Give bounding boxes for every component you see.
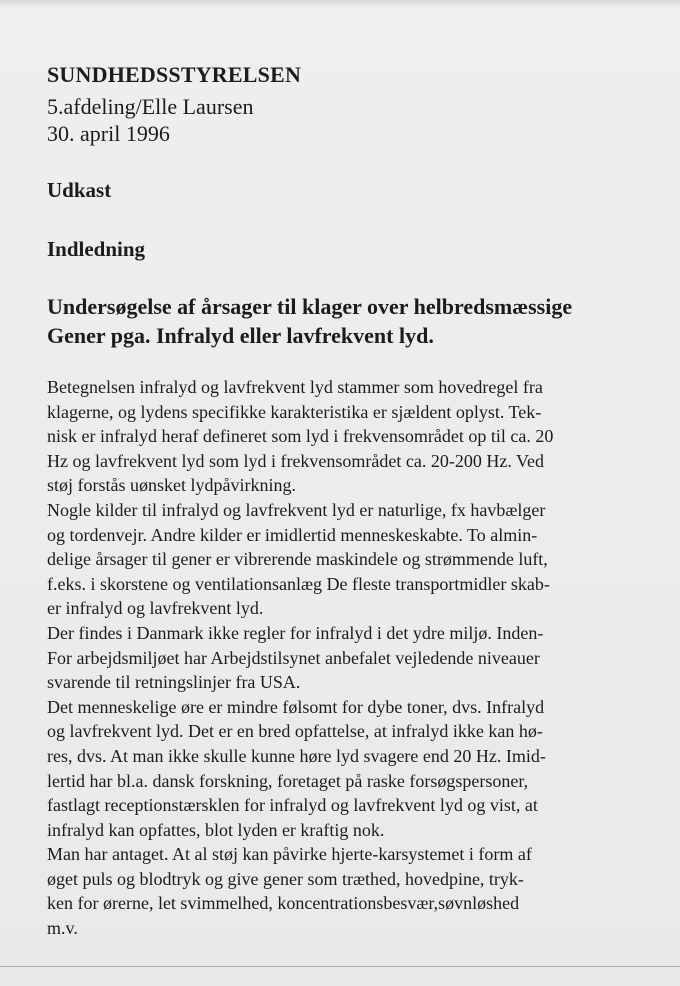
- draft-label: Udkast: [47, 178, 112, 202]
- paragraph: [47, 695, 647, 843]
- text-line: f.eks. i skorstene og ventilationsanlæg De fleste transportmidler skab-: [47, 573, 550, 594]
- text-line: res, dvs. At man ikke skulle kunne høre lyd svagere end 20 Hz. Imid-: [47, 745, 546, 766]
- text-line: For arbejdsmiljøet har Arbejdstilsynet anbefalet vejledende niveauer: [47, 647, 540, 668]
- text-line: nisk er infralyd heraf defineret som lyd i frekvensområdet op til ca. 20: [47, 426, 554, 447]
- page-top-edge: [0, 0, 680, 8]
- text-line: Nogle kilder til infralyd og lavfrekvent lyd er naturlige, fx havbælger: [47, 499, 546, 520]
- document-date: 30. april 1996: [47, 121, 170, 146]
- title-line: Undersøgelse af årsager til klager over helbredsmæssige: [47, 294, 573, 319]
- paragraph: [47, 498, 647, 621]
- text-line: øget puls og blodtryk og give gener som træthed, hovedpine, tryk-: [47, 868, 524, 889]
- text-line: infralyd kan opfattes, blot lyden er kraftig nok.: [47, 819, 385, 840]
- text-line: Man har antaget. At al støj kan påvirke hjerte-karsystemet i form af: [47, 844, 532, 865]
- paragraph: [47, 842, 647, 940]
- paragraph: [47, 375, 647, 498]
- title-line: Gener pga. Infralyd eller lavfrekvent lyd.: [47, 323, 434, 348]
- text-line: Betegnelsen infralyd og lavfrekvent lyd stammer som hovedregel fra: [47, 377, 543, 397]
- text-line: Der findes i Danmark ikke regler for infralyd i det ydre miljø. Inden-: [47, 622, 544, 643]
- paragraph: [47, 621, 647, 695]
- text-line: delige årsager til gener er vibrerende maskindele og strømmende luft,: [47, 549, 548, 570]
- page-bottom-edge: [0, 966, 680, 967]
- text-line: er infralyd og lavfrekvent lyd.: [47, 598, 264, 619]
- text-line: og tordenvejr. Andre kilder er imidlertid menneskeskabte. To almin-: [47, 524, 538, 545]
- text-line: ken for ørerne, let svimmelhed, koncentrationsbesvær,søvnløshed: [47, 893, 520, 914]
- body-text: [47, 375, 647, 941]
- document-title: [47, 292, 647, 350]
- text-line: m.v.: [47, 918, 78, 939]
- text-line: støj forstås uønsket lydpåvirkning.: [47, 475, 296, 496]
- text-line: klagerne, og lydens specifikke karakteristika er sjældent oplyst. Tek-: [47, 401, 542, 422]
- intro-heading: Indledning: [47, 237, 146, 261]
- text-line: Det menneskelige øre er mindre følsomt for dybe toner, dvs. Infralyd: [47, 696, 545, 717]
- organization-name: SUNDHEDSSTYRELSEN: [47, 62, 302, 87]
- text-line: svarende til retningslinjer fra USA.: [47, 672, 301, 693]
- text-line: og lavfrekvent lyd. Det er en bred opfattelse, at infralyd ikke kan hø-: [47, 721, 543, 742]
- text-line: fastlagt receptionstærsklen for infralyd og lavfrekvent lyd og vist, at: [47, 795, 538, 816]
- text-line: lertid har bl.a. dansk forskning, foretaget på raske forsøgspersoner,: [47, 770, 529, 791]
- department-line: 5.afdeling/Elle Laursen: [47, 94, 254, 119]
- text-line: Hz og lavfrekvent lyd som lyd i frekvensområdet ca. 20-200 Hz. Ved: [47, 450, 545, 471]
